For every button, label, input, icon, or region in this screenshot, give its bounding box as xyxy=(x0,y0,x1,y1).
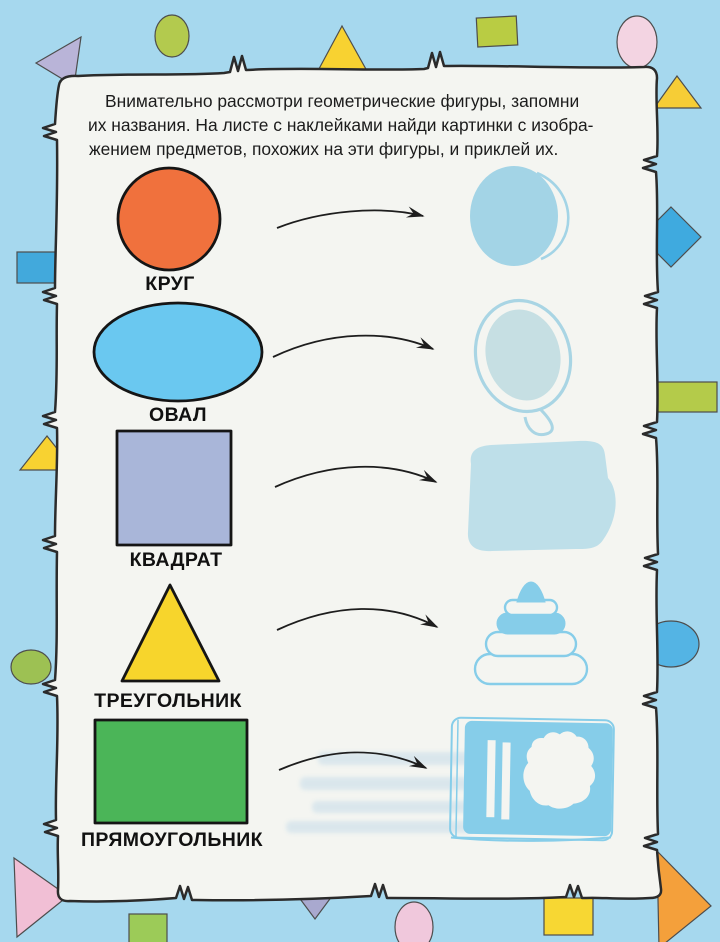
instruction-line-2: их названия. На листе с наклейками найди картинки с изобра- xyxy=(88,115,594,135)
square-label: КВАДРАТ xyxy=(129,549,223,571)
cushion-sticker xyxy=(468,441,616,551)
rectangle-shape xyxy=(95,720,247,823)
oval-shape xyxy=(94,303,262,401)
book-sticker xyxy=(450,718,614,843)
book-stripe xyxy=(486,740,495,817)
book-stripe xyxy=(501,742,510,819)
decor-ellipse-top-right xyxy=(617,16,657,68)
circle-label: КРУГ xyxy=(145,273,195,295)
instruction-line-3: жением предметов, похожих на эти фигуры, и приклей их. xyxy=(89,139,559,159)
book-hedgehog-silhouette xyxy=(523,731,596,810)
instruction-line-1: Внимательно рассмотри геометрические фигуры, запомни xyxy=(105,91,580,111)
decor-square-bottom-green xyxy=(129,914,167,942)
decor-square-top xyxy=(476,16,517,47)
rectangle-label: ПРЯМОУГОЛЬНИК xyxy=(81,829,263,851)
oval-label: ОВАЛ xyxy=(149,404,207,426)
decor-ellipse-top xyxy=(155,15,189,57)
decor-triangle-right-top xyxy=(654,76,701,108)
decor-rectangle-right xyxy=(649,382,717,412)
decor-ellipse-left xyxy=(11,650,51,684)
triangle-label: ТРЕУГОЛЬНИК xyxy=(94,690,242,712)
decor-square-bottom-yellow xyxy=(544,898,593,935)
instruction-text xyxy=(88,91,594,159)
decor-triangle-bottom-right xyxy=(657,851,711,942)
square-shape xyxy=(117,431,231,545)
decor-ellipse-bottom xyxy=(395,902,433,942)
circle-shape xyxy=(118,168,220,270)
